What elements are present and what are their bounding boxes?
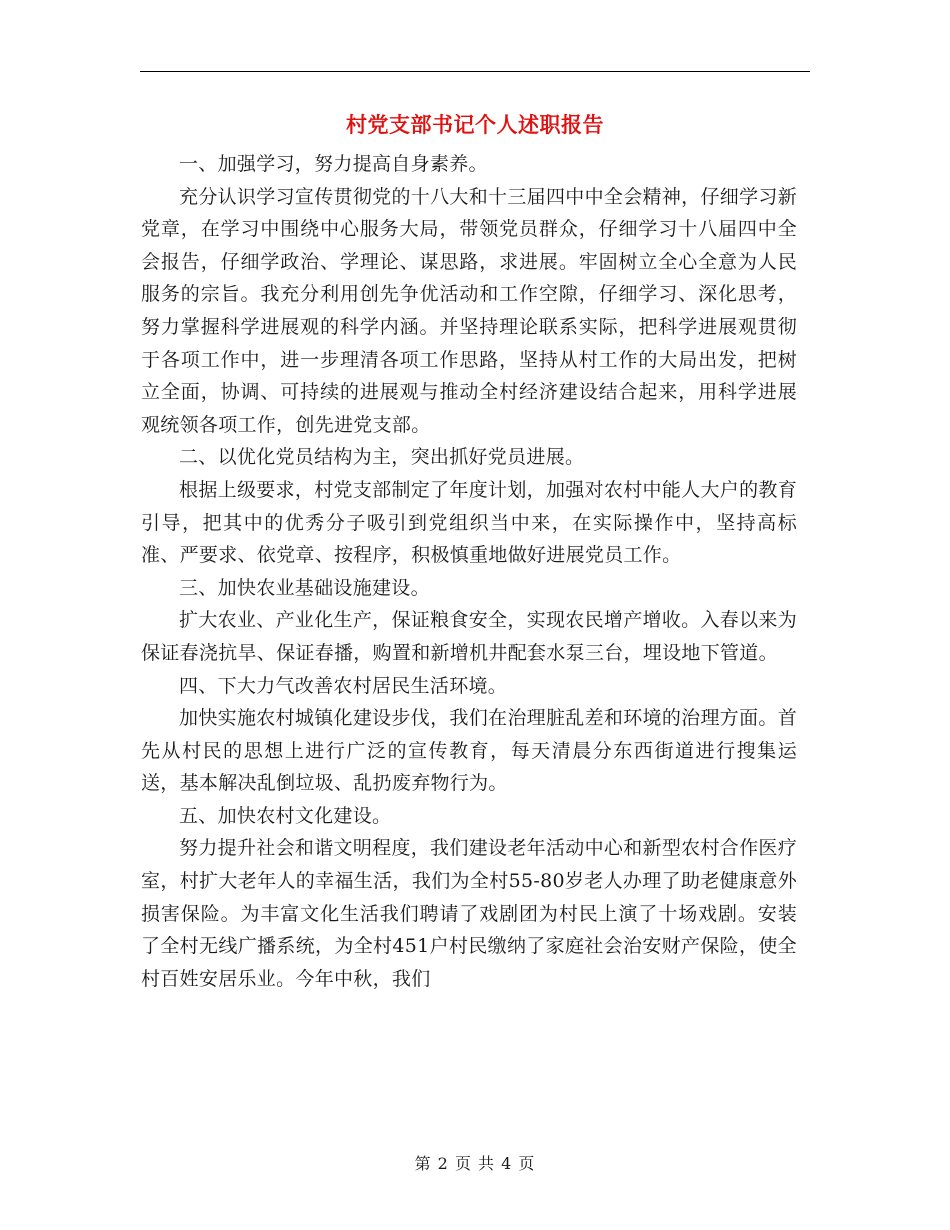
body-paragraph: 根据上级要求，村党支部制定了年度计划，加强对农村中能人大户的教育引导，把其中的优秀分子吸引到党组织当中来，在实际操作中，坚持高标准、严要求、依党章、按程序，积极慎重地做好进展党员工作。 (141, 478, 797, 567)
body-paragraph: 加快实施农村城镇化建设步伐，我们在治理脏乱差和环境的治理方面。首先从村民的思想上进行广泛的宣传教育，每天清晨分东西街道进行搜集运送，基本解决乱倒垃圾、乱扔废弃物行为。 (141, 707, 797, 795)
body-paragraph: 努力提升社会和谐文明程度，我们建设老年活动中心和新型农村合作医疗室，村扩大老年人的幸福生活，我们为全村55-80岁老人办理了助老健康意外损害保险。为丰富文化生活我们聘请了戏剧团为村民上演了十场戏剧。安装了全村无线广播系统，为全村451户村民缴纳了家庭社会治安财产保险，使全村百姓安居乐业。今年中秋，我们 (141, 837, 797, 990)
body-paragraph: 扩大农业、产业化生产，保证粮食安全，实现农民增产增收。入春以来为保证春浇抗旱、保证春播，购置和新增机井配套水泵三台，埋设地下管道。 (141, 609, 797, 664)
document-title: 村党支部书记个人述职报告 (346, 112, 604, 137)
section-heading-3: 三、加快农业基础设施建设。 (179, 576, 430, 599)
document-body (141, 148, 797, 995)
section-heading-5: 五、加快农村文化建设。 (179, 804, 392, 827)
section-heading-4: 四、下大力气改善农村居民生活环境。 (179, 674, 508, 697)
section-heading-1: 一、加强学习，努力提高自身素养。 (179, 153, 488, 175)
body-paragraph: 充分认识学习宣传贯彻党的十八大和十三届四中中全会精神，仔细学习新党章，在学习中围绕中心服务大局，带领党员群众，仔细学习十八届四中全会报告，仔细学政治、学理论、谋思路，求进展。牢固树立全心全意为人民服务的宗旨。我充分利用创先争优活动和工作空隙，仔细学习、深化思考，努力掌握科学进展观的科学内涵。并坚持理论联系实际，把科学进展观贯彻于各项工作中，进一步理清各项工作思路，坚持从村工作的大局出发，把树立全面，协调、可持续的进展观与推动全村经济建设结合起来，用科学进展观统领各项工作，创先进党支部。 (141, 185, 797, 436)
header-rule (140, 71, 810, 72)
page-number-footer: 第 2 页 共 4 页 (414, 1154, 536, 1173)
section-heading-2: 二、以优化党员结构为主，突出抓好党员进展。 (179, 446, 585, 469)
